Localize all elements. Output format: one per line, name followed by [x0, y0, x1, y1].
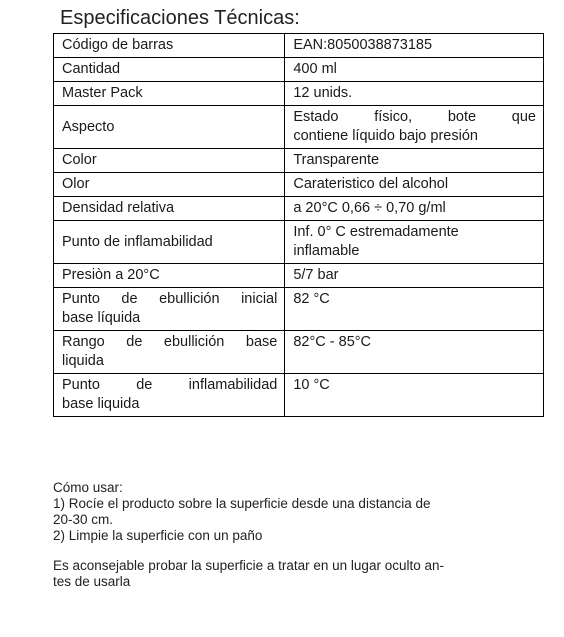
spec-label-line: base liquida — [62, 396, 140, 412]
usage-note: tes de usarla — [53, 574, 131, 589]
spec-value: 82 °C — [285, 288, 544, 331]
table-row — [54, 82, 544, 106]
spec-label: Cantidad — [54, 58, 285, 82]
spec-value: EAN:8050038873185 — [285, 34, 544, 58]
table-row — [54, 34, 544, 58]
spec-value: 82°C - 85°C — [285, 331, 544, 374]
spec-value: Transparente — [285, 149, 544, 173]
spec-label: Olor — [54, 173, 285, 197]
spec-label-line: Punto de ebullición inicial — [62, 291, 278, 307]
spec-value — [285, 221, 544, 264]
table-row — [54, 149, 544, 173]
spec-label: Densidad relativa — [54, 197, 285, 221]
spec-value-line: contiene líquido bajo presión — [293, 128, 478, 144]
spec-label — [54, 374, 285, 417]
spec-value-line: Estado físico, bote que — [293, 109, 536, 125]
spec-label: Código de barras — [54, 34, 285, 58]
spec-value: a 20°C 0,66 ÷ 0,70 g/ml — [285, 197, 544, 221]
table-row — [54, 197, 544, 221]
table-row — [54, 331, 544, 374]
spec-value: 10 °C — [285, 374, 544, 417]
spec-label-line: base líquida — [62, 310, 141, 326]
spec-label: Master Pack — [54, 82, 285, 106]
spec-label: Color — [54, 149, 285, 173]
specs-table — [53, 33, 544, 417]
usage-step: 20-30 cm. — [53, 512, 114, 527]
spec-value-line: inflamable — [293, 243, 360, 259]
section-title: Especificaciones Técnicas: — [60, 7, 300, 29]
table-row — [54, 106, 544, 149]
table-row — [54, 264, 544, 288]
usage-step: 1) Rocíe el producto sobre la superficie desde una distancia de — [53, 496, 431, 511]
usage-heading: Cómo usar: — [53, 480, 123, 495]
table-row — [54, 173, 544, 197]
table-row — [54, 221, 544, 264]
usage-step: 2) Limpie la superficie con un paño — [53, 528, 263, 543]
spec-value — [285, 106, 544, 149]
spacer — [53, 544, 523, 558]
usage-instructions — [53, 480, 523, 590]
spec-value: 400 ml — [285, 58, 544, 82]
spec-label: Punto de inflamabilidad — [54, 221, 285, 264]
spec-label — [54, 288, 285, 331]
spec-value: 12 unids. — [285, 82, 544, 106]
spec-label: Aspecto — [54, 106, 285, 149]
spec-value: Carateristico del alcohol — [285, 173, 544, 197]
spec-value: 5/7 bar — [285, 264, 544, 288]
usage-note: Es aconsejable probar la superficie a tratar en un lugar oculto an- — [53, 558, 444, 573]
table-row — [54, 288, 544, 331]
spec-label — [54, 331, 285, 374]
table-row — [54, 58, 544, 82]
spec-label-line: liquida — [62, 353, 104, 369]
spec-value-line: Inf. 0° C estremadamente — [293, 224, 459, 240]
spec-label: Presiòn a 20°C — [54, 264, 285, 288]
table-row — [54, 374, 544, 417]
spec-label-line: Rango de ebullición base — [62, 334, 278, 350]
spec-label-line: Punto de inflamabilidad — [62, 377, 278, 393]
